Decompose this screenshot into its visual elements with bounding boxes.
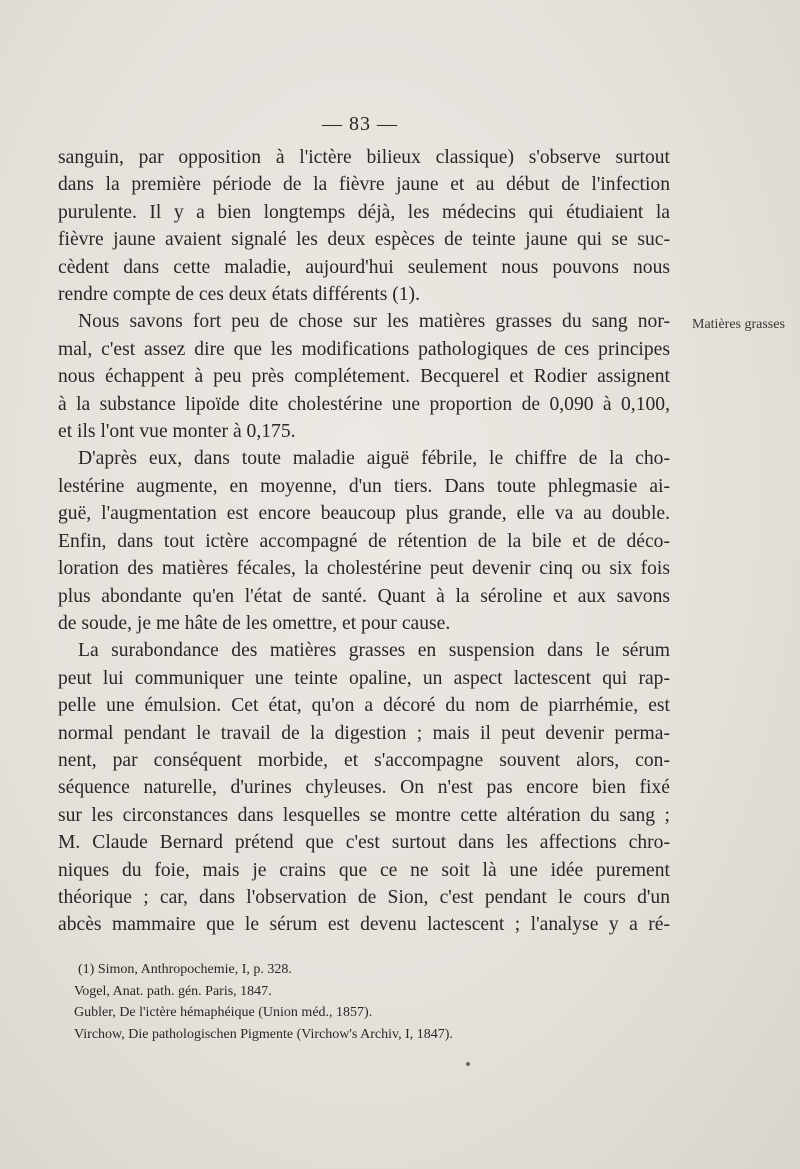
text-line: D'après eux, dans toute maladie aiguë fébrile, le chiffre de la cho-	[78, 448, 670, 470]
text-line: loration des matières fécales, la cholestérine peut devenir cinq ou six fois	[58, 558, 670, 580]
text-line: et ils l'ont vue monter à 0,175.	[58, 421, 296, 443]
text-line: nent, par conséquent morbide, et s'accompagne souvent alors, con-	[58, 749, 670, 771]
footnote: (1) Simon, Anthropochemie, I, p. 328.	[78, 962, 292, 977]
text-line: théorique ; car, dans l'observation de Sion, c'est pendant le cours d'un	[58, 886, 670, 908]
text-line: abcès mammaire que le sérum est devenu lactescent ; l'analyse y a ré-	[58, 914, 670, 936]
footnotes	[74, 959, 674, 1045]
text-line: purulente. Il y a bien longtemps déjà, les médecins qui étudiaient la	[58, 201, 670, 223]
text-line: Enfin, dans tout ictère accompagné de rétention de la bile et de déco-	[58, 530, 670, 552]
ink-speck	[466, 1062, 470, 1066]
text-line: rendre compte de ces deux états différents (1).	[58, 284, 420, 306]
text-line: niques du foie, mais je crains que ce ne soit là une idée purement	[58, 859, 670, 881]
footnote: Virchow, Die pathologischen Pigmente (Virchow's Archiv, I, 1847).	[74, 1026, 453, 1042]
text-line: séquence naturelle, d'urines chyleuses. On n'est pas encore bien fixé	[58, 777, 670, 799]
text-line: peut lui communiquer une teinte opaline, un aspect lactescent qui rap-	[58, 667, 670, 689]
text-line: lestérine augmente, en moyenne, d'un tiers. Dans toute phlegmasie ai-	[58, 475, 670, 497]
text-line: de soude, je me hâte de les omettre, et pour cause.	[58, 612, 451, 634]
text-line: sur les circonstances dans lesquelles se montre cette altération du sang ;	[58, 804, 670, 826]
text-line: à la substance lipoïde dite cholestérine une proportion de 0,090 à 0,100,	[58, 393, 670, 415]
margin-note: Matières grasses	[692, 317, 785, 332]
footnote: Vogel, Anat. path. gén. Paris, 1847.	[74, 983, 272, 999]
text-line: nous échappent à peu près complétement. Becquerel et Rodier assignent	[58, 366, 670, 388]
text-line: pelle une émulsion. Cet état, qu'on a décoré du nom de piarrhémie, est	[58, 695, 670, 717]
text-line: M. Claude Bernard prétend que c'est surtout dans les affections chro-	[58, 832, 670, 854]
text-line: sanguin, par opposition à l'ictère bilieux classique) s'observe surtout	[58, 147, 670, 168]
text-line: dans la première période de la fièvre jaune et au début de l'infection	[58, 174, 670, 196]
text-line: normal pendant le travail de la digestion ; mais il peut devenir perma-	[58, 722, 670, 744]
body-text	[58, 144, 670, 939]
text-line: La surabondance des matières grasses en suspension dans le sérum	[78, 640, 670, 662]
text-line: Nous savons fort peu de chose sur les matières grasses du sang nor-	[78, 311, 670, 333]
text-line: cèdent dans cette maladie, aujourd'hui seulement nous pouvons nous	[58, 256, 670, 278]
text-line: plus abondante qu'en l'état de santé. Quant à la séroline et aux savons	[58, 585, 670, 607]
text-line: mal, c'est assez dire que les modifications pathologiques de ces principes	[58, 338, 670, 360]
page-number: — 83 —	[322, 113, 398, 135]
text-line: fièvre jaune avaient signalé les deux espèces de teinte jaune qui se suc-	[58, 229, 670, 251]
footnote: Gubler, De l'ictère hémaphéique (Union méd., 1857).	[74, 1005, 373, 1020]
text-line: guë, l'augmentation est encore beaucoup plus grande, elle va au double.	[58, 503, 670, 525]
